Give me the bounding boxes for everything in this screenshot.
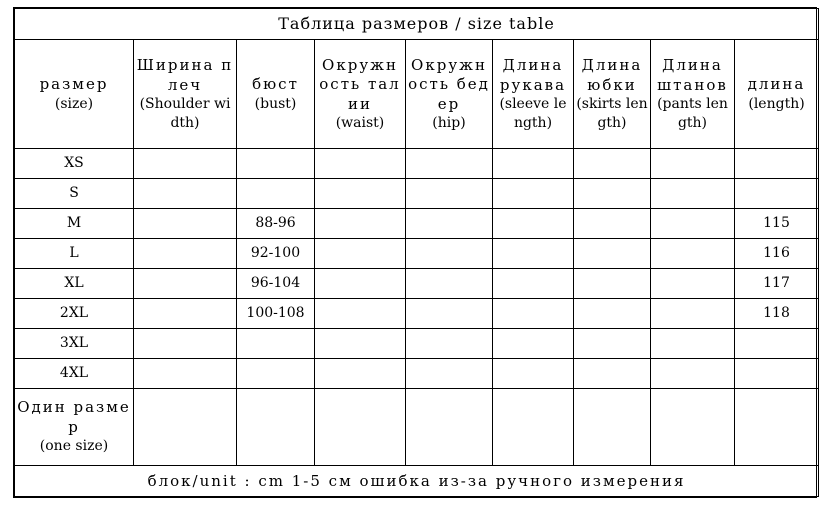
table-cell [735, 329, 819, 359]
table-row [15, 299, 819, 329]
table-row [15, 269, 819, 299]
one-size-label: Один размер (one size) [15, 389, 134, 466]
size-label: L [15, 239, 134, 269]
table-cell [406, 389, 493, 466]
table-cell [237, 179, 315, 209]
table-cell [493, 149, 574, 179]
table-cell [315, 389, 406, 466]
table-cell: 117 [735, 269, 819, 299]
table-cell [574, 389, 651, 466]
table-cell [406, 239, 493, 269]
table-cell [237, 389, 315, 466]
table-cell [315, 269, 406, 299]
table-cell [651, 209, 735, 239]
table-cell [574, 149, 651, 179]
table-cell [237, 359, 315, 389]
table-cell [493, 269, 574, 299]
table-cell [406, 359, 493, 389]
table-cell [406, 209, 493, 239]
size-label: 4XL [15, 359, 134, 389]
table-row [15, 329, 819, 359]
table-cell [406, 179, 493, 209]
table-cell [406, 269, 493, 299]
table-row [15, 239, 819, 269]
table-cell [315, 149, 406, 179]
header-size: размер (size) [15, 40, 134, 149]
table-cell [574, 329, 651, 359]
size-label: 2XL [15, 299, 134, 329]
table-cell: 88-96 [237, 209, 315, 239]
one-size-row [15, 389, 819, 466]
table-cell [651, 359, 735, 389]
size-table-sheet [13, 7, 817, 498]
table-cell [735, 149, 819, 179]
table-cell [315, 239, 406, 269]
table-cell: 92-100 [237, 239, 315, 269]
table-cell [574, 299, 651, 329]
table-cell [237, 149, 315, 179]
table-cell [574, 359, 651, 389]
table-row [15, 359, 819, 389]
table-cell: 118 [735, 299, 819, 329]
table-cell [493, 299, 574, 329]
header-shoulder: Ширина плеч (Shoulder width) [134, 40, 237, 149]
table-cell [315, 179, 406, 209]
header-row [15, 40, 819, 149]
table-cell [574, 179, 651, 209]
table-cell [315, 299, 406, 329]
header-sleeve: Длина рукава (sleeve length) [493, 40, 574, 149]
table-cell [574, 239, 651, 269]
size-label: 3XL [15, 329, 134, 359]
size-label: M [15, 209, 134, 239]
table-cell [134, 179, 237, 209]
size-label: XS [15, 149, 134, 179]
header-hip: Окружность бедер (hip) [406, 40, 493, 149]
table-cell [134, 389, 237, 466]
header-pants: Длина штанов (pants length) [651, 40, 735, 149]
table-cell: 115 [735, 209, 819, 239]
table-row [15, 179, 819, 209]
footer-note: блок/unit : cm 1-5 см ошибка из-за ручного измерения [15, 466, 819, 497]
table-cell [237, 329, 315, 359]
table-cell [493, 359, 574, 389]
table-cell [406, 299, 493, 329]
size-label: S [15, 179, 134, 209]
table-cell [134, 209, 237, 239]
table-cell [651, 329, 735, 359]
table-row [15, 209, 819, 239]
table-cell [315, 329, 406, 359]
size-label: XL [15, 269, 134, 299]
table-cell [651, 149, 735, 179]
table-cell: 100-108 [237, 299, 315, 329]
table-cell [134, 269, 237, 299]
table-cell [315, 209, 406, 239]
table-cell [651, 179, 735, 209]
table-cell [651, 299, 735, 329]
table-cell [134, 149, 237, 179]
size-table [14, 8, 819, 497]
table-cell [406, 329, 493, 359]
table-row [15, 149, 819, 179]
table-cell: 96-104 [237, 269, 315, 299]
header-length: длина (length) [735, 40, 819, 149]
table-cell [134, 359, 237, 389]
table-cell [574, 209, 651, 239]
table-cell [493, 389, 574, 466]
table-cell: 116 [735, 239, 819, 269]
table-cell [134, 239, 237, 269]
header-waist: Окружность талии (waist) [315, 40, 406, 149]
table-cell [651, 389, 735, 466]
table-cell [493, 179, 574, 209]
table-cell [406, 149, 493, 179]
table-cell [134, 329, 237, 359]
table-title: Таблица размеров / size table [15, 9, 819, 40]
table-cell [735, 179, 819, 209]
table-cell [493, 329, 574, 359]
table-cell [574, 269, 651, 299]
table-cell [134, 299, 237, 329]
table-cell [735, 359, 819, 389]
table-cell [651, 269, 735, 299]
table-cell [315, 359, 406, 389]
header-bust: бюст (bust) [237, 40, 315, 149]
table-cell [735, 389, 819, 466]
header-skirt: Длина юбки (skirts length) [574, 40, 651, 149]
table-cell [493, 239, 574, 269]
table-cell [651, 239, 735, 269]
table-cell [493, 209, 574, 239]
